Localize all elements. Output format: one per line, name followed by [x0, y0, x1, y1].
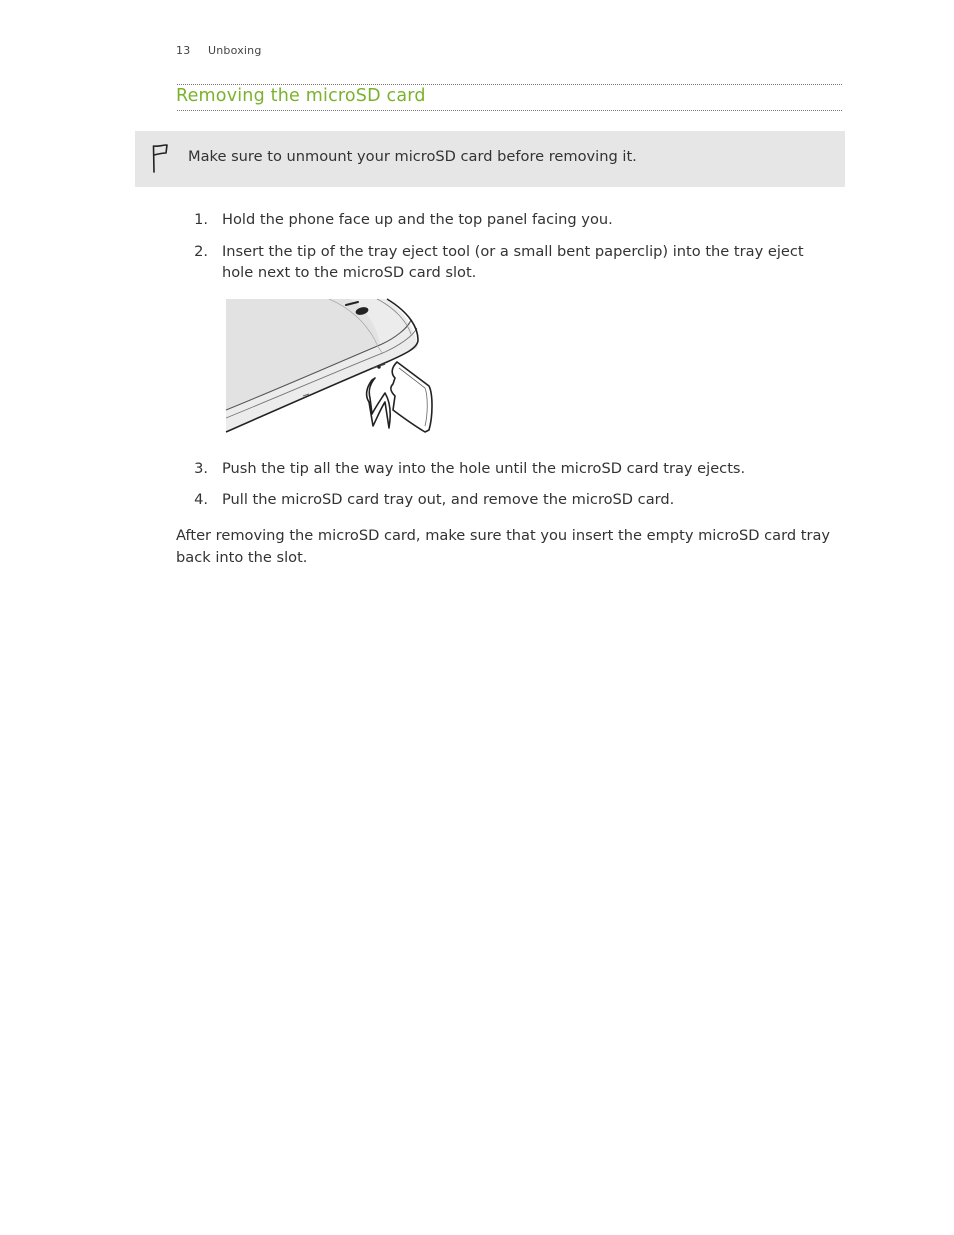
step-number: 2.: [194, 243, 208, 260]
note-text: Make sure to unmount your microSD card before removing it.: [188, 148, 637, 165]
step-text: Pull the microSD card tray out, and remove the microSD card.: [222, 491, 675, 508]
title-rule-top: [177, 84, 842, 85]
page-number: 13: [176, 44, 191, 57]
step-text: Hold the phone face up and the top panel facing you.: [222, 211, 613, 228]
step-text: Insert the tip of the tray eject tool (or a small bent paperclip) into the tray eject hole next to the microSD card slot.: [222, 243, 804, 281]
flag-icon: [150, 142, 170, 174]
chapter-name: Unboxing: [208, 44, 262, 57]
step-number: 4.: [194, 491, 208, 508]
closing-paragraph: After removing the microSD card, make sure that you insert the empty microSD card tray back into the slot.: [176, 527, 831, 566]
step-number: 1.: [194, 211, 208, 228]
note-box: [135, 131, 845, 187]
title-rule-bottom: [177, 110, 842, 111]
section-title: Removing the microSD card: [176, 86, 426, 106]
page-header: [176, 44, 262, 57]
phone-eject-tool-illustration: [225, 298, 435, 440]
step-text: Push the tip all the way into the hole until the microSD card tray ejects.: [222, 460, 746, 477]
step-number: 3.: [194, 460, 208, 477]
